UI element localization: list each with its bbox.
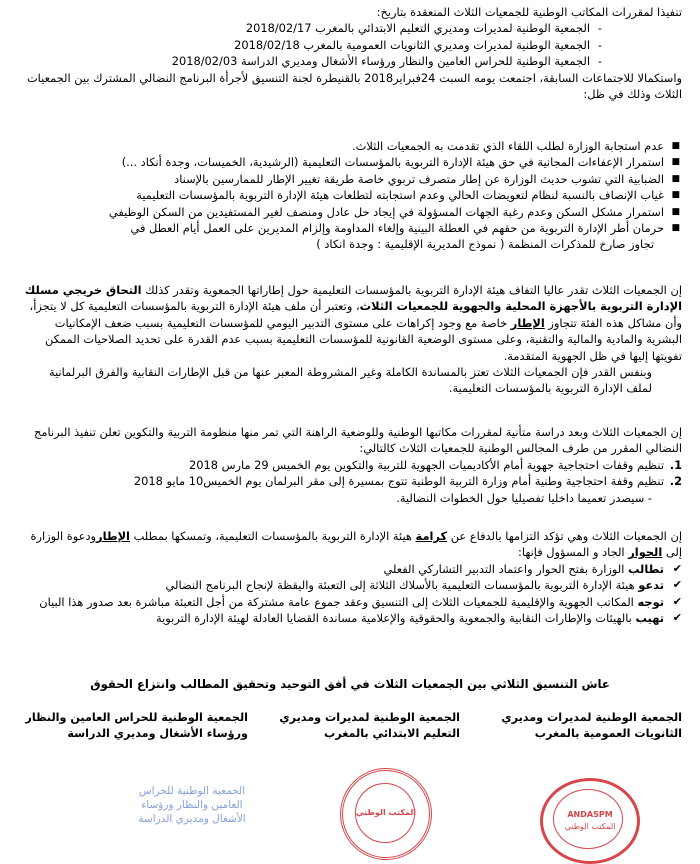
demand-lead: تدعو bbox=[638, 578, 664, 593]
left-stamp bbox=[92, 784, 292, 826]
conditions-list bbox=[20, 138, 682, 253]
action-text: تنظيم وقفات احتجاجية جهوية أمام الأكاديميات الجهوية للتربية والتكوين يوم الخميس 29 مارس 2018 bbox=[188, 457, 664, 472]
signatory-supervisors bbox=[13, 710, 248, 742]
demand-item bbox=[20, 561, 682, 577]
demand-lead: تهيب bbox=[635, 611, 664, 626]
program-block bbox=[20, 424, 682, 506]
demand-item bbox=[20, 610, 682, 626]
action-text: تنظيم وقفة احتجاجية وطنية أمام وزارة التربية الوطنية تتوج بمسيرة إلى مقر البرلمان يوم الخميس10 مايو 2018 bbox=[133, 474, 664, 489]
demand-text: هيئة الإدارة التربوية بالمؤسسات التعليمية بالأسلاك الثلاثة إلى التعبئة واليقظة لإنجاح البرنامج النضالي bbox=[165, 578, 635, 593]
commitment-text-a: إن الجمعيات الثلاث وهي تؤكد التزامها بالدفاع عن bbox=[450, 529, 682, 543]
commitment-paragraph bbox=[20, 528, 682, 561]
stamp-line: الأشغال ومديري الدراسة bbox=[138, 813, 246, 825]
stamp-text: المكتب الوطني bbox=[356, 808, 416, 817]
action-number: 1. bbox=[669, 457, 682, 472]
commitment-text-d: الجاد و المسؤول فإنها: bbox=[518, 545, 625, 560]
intro-block bbox=[20, 4, 682, 102]
signatory-line: الجمعية الوطنية لمديرات ومديري bbox=[501, 711, 682, 724]
stamp-text: ANDASPM bbox=[567, 810, 613, 819]
demand-text: الوزارة بفتح الحوار واعتماد التدبير التشاركي الفعلي bbox=[383, 561, 625, 576]
intro-line: تنفيذا لمقررات المكاتب الوطنية للجمعيات الثلاث المنعقدة بتاريخ: bbox=[376, 5, 682, 19]
program-intro: إن الجمعيات الثلاث وبعد دراسة متأنية لمقررات مكاتبها الوطنية وللوضعية الراهنة التي تمر منها منظومة التربية والتكوين تعلن تنفيذ البرنامج النضالي المقرر من طرف المجالس الوطنية للجمعيات الثلاث كالتالي: bbox=[34, 425, 682, 456]
condition-item: ■ استمرار مشكل السكن وعدم رغبة الجهات المسؤولة في إيجاد حل عادل ومنصف لغير المستفيدين من السكن الوظيفي bbox=[20, 204, 682, 220]
meeting-item: - الجمعية الوطنية للحراس العامين والنظار ورؤساء الأشغال ومديري الدراسة 2018/02/03 bbox=[20, 53, 682, 69]
support-text-a: إن الجمعيات الثلاث تقدر عاليا التفاف هيئة الإدارة التربوية بالمؤسسات التعليمية حول إطاراتها الجمعوية وتقدر كذلك bbox=[145, 283, 682, 297]
condition-item: ■ غياب الإنصاف بالنسبة لنظام لتعويضات الحالي وعدم استجابته لتطلعات هيئة الإدارة التربوية بالمؤسسات التعليمية bbox=[20, 187, 682, 203]
support-text-bold: التحاق خريجي مسلك الإدارة التربوية بالأجهزة المحلية والجهوية للجمعيات الثلاث bbox=[24, 283, 682, 314]
demand-text: المكاتب الجهوية والإقليمية للجمعيات الثلاث إلى التنسيق وعقد جموع عامة مشتركة من أجل التعبئة مباشرة بعد صدور هذا البيان bbox=[39, 594, 634, 609]
signatory-line: الجمعية الوطنية للحراس العامين والنظار bbox=[25, 711, 248, 724]
commitment-text-c: ودعوة الوزارة إلى bbox=[30, 529, 682, 560]
closing-slogan: عاش التنسيق الثلاثي بين الجمعيات الثلاث في أفق التوحيد وتحقيق المطالب وانتزاع الحقوق bbox=[90, 677, 610, 691]
demand-lead: توجه bbox=[637, 594, 664, 609]
support-text-d: خاصة مع وجود إكراهات على مستوى التدبير اليومي للمؤسسات التعليمية بسبب ضعف الإمكانيات البشرية والمادية والمالية والتقنية، وعلى مستوى الوضعية القانونية للمؤسسات التعليمية بسبب عدم القدرة على تحديد الصلاحيات الممكن تفويتها إليها في ظل الجهوية المتقدمة. bbox=[44, 315, 682, 363]
paragraph-support bbox=[20, 282, 682, 397]
signatory-secondary bbox=[482, 710, 682, 742]
demand-item bbox=[20, 594, 682, 610]
signatory-primary bbox=[270, 710, 460, 742]
commitment-text-b: هيئة الإدارة التربوية بالمؤسسات التعليمية، وتمسكها بمطلب bbox=[133, 529, 412, 543]
condition-item-continued: تجاوز صارخ للمذكرات المنظمة ( نموذج المديرية الإقليمية : وجدة انكاد ) bbox=[316, 237, 654, 252]
condition-item: ■ حرمان أطر الإدارة التربوية من حقهم في العطلة البينية وإلغاء المداومة وإلزام المديرين على العمل أيام العطل في bbox=[20, 220, 682, 236]
commitment-word-frame: الإطار bbox=[96, 529, 130, 543]
commitment-word-dignity: كرامة bbox=[415, 529, 448, 543]
middle-stamp bbox=[340, 768, 432, 860]
condition-item: ■ استمرار الإعفاءات المجانية في حق هيئة الإدارة التربوية بالمؤسسات التعليمية (الرشيدية، الخميسات، وجدة أنكاد ...) bbox=[20, 154, 682, 170]
condition-item: ■ الضبابية التي تشوب حديث الوزارة عن إطار متصرف تربوي خاصة طريقة تغيير الإطار للممارسين بالإسناد bbox=[20, 171, 682, 187]
signatory-line: الجمعية الوطنية لمديرات ومديري bbox=[279, 711, 460, 724]
meeting-item: - الجمعية الوطنية لمديرات ومديري الثانويات العمومية بالمغرب 2018/02/18 bbox=[20, 37, 682, 53]
commitment-word-dialogue: الحوار bbox=[628, 545, 663, 560]
demand-text: بالهيئات والإطارات النقابية والجمعوية والحقوقية والإعلامية مساندة القضايا العادلة لهيئة الإدارة التربوية bbox=[155, 611, 632, 626]
commitment-block bbox=[20, 528, 682, 626]
demand-lead: تطالب bbox=[628, 561, 664, 576]
actions-list bbox=[20, 457, 682, 490]
action-number: 2. bbox=[669, 474, 682, 489]
stamp-subtext: المكتب الوطني bbox=[564, 822, 616, 831]
demands-list bbox=[20, 561, 682, 627]
solidarity-paragraph: وبنفس القدر فإن الجمعيات الثلاث تعتز بالمساندة الكاملة وغير المشروطة المعبر عنها من قبل الإطارات النقابية والفرق البرلمانية لملف الإدارة التربوية بالمؤسسات التعليمية. bbox=[48, 365, 652, 396]
signatory-line: التعليم الابتدائي بالمغرب bbox=[324, 727, 460, 740]
signatory-line: ورؤساء الأشغال ومديري الدراسة bbox=[67, 727, 248, 740]
conditions-block bbox=[20, 138, 682, 253]
support-text-c: ، وتعتبر أن ملف هيئة الإدارة التربوية بالمؤسسات التعليمية كل لا يتجزأ، وأن مشاكل هذه الفئة تتجاوز bbox=[29, 299, 682, 330]
actions-note: - سيصدر تعميما داخليا تفصيليا حول الخطوات النضالية. bbox=[396, 490, 652, 505]
support-paragraph bbox=[20, 282, 682, 364]
condition-item: ■ عدم استجابة الوزارة لطلب اللقاء الذي تقدمت به الجمعيات الثلاث. bbox=[20, 138, 682, 154]
stamp-line: العامين والنظار ورؤساء bbox=[141, 799, 243, 811]
stamp-line: الجمعية الوطنية للحراس bbox=[138, 785, 246, 797]
meetings-list bbox=[20, 20, 682, 69]
continuation-paragraph: واستكمالا للاجتماعات السابقة، اجتمعت يومه السبت 24فبراير2018 بالقنيطرة لجنة التنسيق لأجرأة البرنامج النضالي المشترك بين الجمعيات الثلاث وذلك في ظل: bbox=[26, 70, 682, 102]
meeting-item: - الجمعية الوطنية لمديرات ومديري التعليم الابتدائي بالمغرب 2018/02/17 bbox=[20, 20, 682, 36]
support-text-underlined: الإطار bbox=[510, 315, 545, 330]
signatory-line: الثانويات العمومية بالمغرب bbox=[534, 727, 682, 740]
action-item bbox=[20, 457, 682, 473]
demand-item bbox=[20, 577, 682, 593]
action-item bbox=[20, 473, 682, 489]
right-stamp bbox=[540, 778, 640, 864]
